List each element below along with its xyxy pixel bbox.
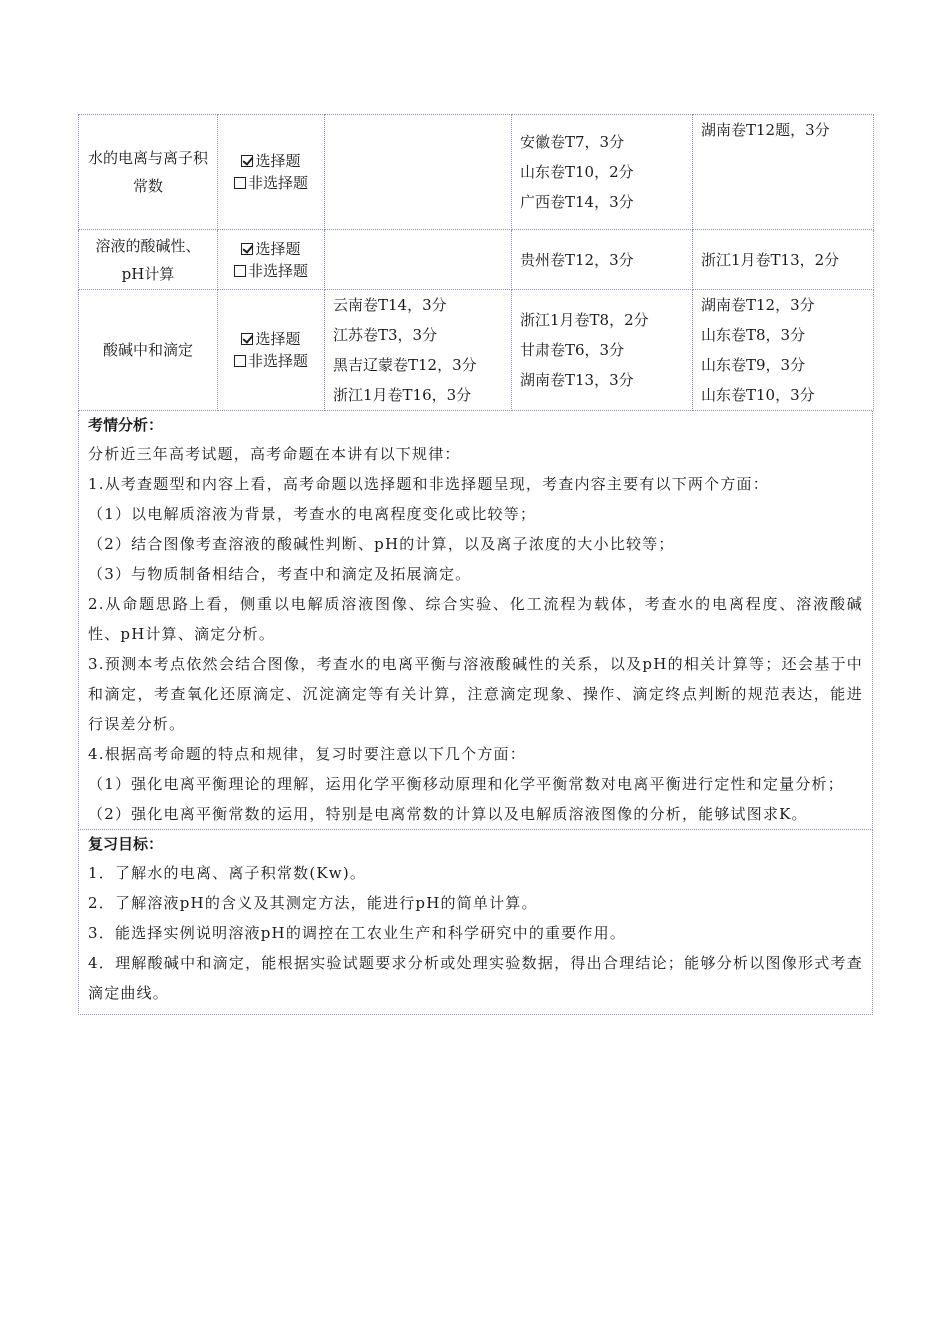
- exam-item: 广西卷T14，3分: [520, 193, 634, 211]
- exam-item: 甘肃卷T6，3分: [520, 341, 625, 359]
- exam-item: 黑吉辽蒙卷T12，3分: [333, 356, 477, 374]
- topic-cell: 酸碱中和滴定: [79, 290, 218, 411]
- exam-item: 浙江1月卷T16，3分: [333, 386, 472, 404]
- goals-section: [78, 830, 873, 1015]
- exam-item: 浙江1月卷T8，2分: [520, 311, 649, 329]
- exam-item: 安徽卷T7，3分: [520, 133, 625, 151]
- table-row: [79, 230, 874, 290]
- exam-item: 江苏卷T3，3分: [333, 326, 438, 344]
- goals-heading: 复习目标：: [88, 835, 164, 853]
- exam-item: 湖南卷T12，3分: [701, 296, 815, 314]
- exam-items-cell: [512, 115, 693, 230]
- unchecked-checkbox-icon: [234, 265, 246, 277]
- exam-items-cell: [693, 290, 874, 411]
- exam-item: 云南卷T14，3分: [333, 296, 447, 314]
- question-type-label: 非选择题: [247, 352, 308, 370]
- question-type-option: [218, 260, 324, 282]
- question-type-label: 选择题: [255, 239, 301, 258]
- analysis-paragraph: （1）以电解质溶液为背景，考查水的电离程度变化或比较等；: [88, 505, 537, 523]
- exam-item: 浙江1月卷T13，2分: [701, 250, 840, 269]
- analysis-section: [78, 411, 873, 830]
- analysis-paragraph: （3）与物质制备相结合，考查中和滴定及拓展滴定。: [88, 565, 472, 583]
- table-row: [79, 290, 874, 411]
- exam-items-cell: [325, 290, 512, 411]
- analysis-paragraph: 4.根据高考命题的特点和规律，复习时要注意以下几个方面：: [88, 745, 526, 763]
- document-page: [78, 114, 873, 1015]
- unchecked-checkbox-icon: [234, 355, 246, 367]
- analysis-paragraph: 分析近三年高考试题，高考命题在本讲有以下规律：: [88, 445, 461, 463]
- question-type-cell: [218, 290, 325, 411]
- exam-items-cell: [325, 115, 512, 230]
- analysis-paragraph: （1）强化电离平衡理论的理解，运用化学平衡移动原理和化学平衡常数对电离平衡进行定性和定量分析；: [88, 775, 844, 793]
- exam-item: 湖南卷T12题，3分: [701, 121, 830, 139]
- goal-item: 1．了解水的电离、离子积常数(Kw)。: [88, 864, 367, 882]
- analysis-paragraph: （2）结合图像考查溶液的酸碱性判断、pH的计算，以及离子浓度的大小比较等；: [88, 535, 675, 553]
- goal-item: 2．了解溶液pH的含义及其测定方法，能进行pH的简单计算。: [88, 894, 538, 912]
- analysis-heading: 考情分析：: [88, 416, 164, 434]
- unchecked-checkbox-icon: [234, 177, 246, 189]
- question-type-option: [218, 150, 324, 172]
- analysis-paragraph: 2.从命题思路上看，侧重以电解质溶液图像、综合实验、化工流程为载体，考查水的电离程度、溶液酸碱性、pH计算、滴定分析。: [88, 595, 863, 643]
- checked-checkbox-icon: [241, 243, 253, 255]
- exam-items-cell: [512, 290, 693, 411]
- exam-items-cell: [325, 230, 512, 290]
- question-type-option: [218, 172, 324, 194]
- topic-cell: 溶液的酸碱性、pH计算: [79, 230, 218, 290]
- question-type-option: [218, 328, 324, 350]
- question-type-option: [218, 350, 324, 372]
- analysis-paragraph: 1.从考查题型和内容上看，高考命题以选择题和非选择题呈现，考查内容主要有以下两个方面：: [88, 475, 769, 493]
- goal-item: 3．能选择实例说明溶液pH的调控在工农业生产和科学研究中的重要作用。: [88, 924, 627, 942]
- exam-items-cell: [512, 230, 693, 290]
- exam-item: 湖南卷T13，3分: [520, 371, 634, 389]
- checked-checkbox-icon: [241, 155, 253, 167]
- question-type-cell: [218, 115, 325, 230]
- question-type-label: 选择题: [255, 330, 301, 348]
- analysis-paragraph: （2）强化电离平衡常数的运用，特别是电离常数的计算以及电解质溶液图像的分析，能够试图求K。: [88, 805, 808, 823]
- goal-item: 4．理解酸碱中和滴定，能根据实验试题要求分析或处理实验数据，得出合理结论；能够分析以图像形式考查滴定曲线。: [88, 954, 863, 1002]
- question-type-cell: [218, 230, 325, 290]
- question-type-option: [218, 238, 324, 260]
- exam-item: 山东卷T10，2分: [520, 163, 634, 181]
- exam-item: 山东卷T10，3分: [701, 386, 815, 404]
- exam-items-cell: [693, 115, 874, 230]
- exam-statistics-table: [78, 114, 874, 411]
- question-type-label: 非选择题: [247, 174, 308, 192]
- exam-item: 贵州卷T12，3分: [520, 250, 634, 269]
- checked-checkbox-icon: [241, 333, 253, 345]
- table-row: [79, 115, 874, 230]
- topic-cell: 水的电离与离子积常数: [79, 115, 218, 230]
- question-type-label: 非选择题: [247, 261, 308, 280]
- exam-items-cell: [693, 230, 874, 290]
- analysis-paragraph: 3.预测本考点依然会结合图像，考查水的电离平衡与溶液酸碱性的关系，以及pH的相关计算等；还会基于中和滴定，考查氧化还原滴定、沉淀滴定等有关计算，注意滴定现象、操作、滴定终点判断的规范表达，能进行误差分析。: [88, 655, 863, 733]
- exam-item: 山东卷T9，3分: [701, 356, 806, 374]
- question-type-label: 选择题: [255, 152, 301, 170]
- exam-item: 山东卷T8，3分: [701, 326, 806, 344]
